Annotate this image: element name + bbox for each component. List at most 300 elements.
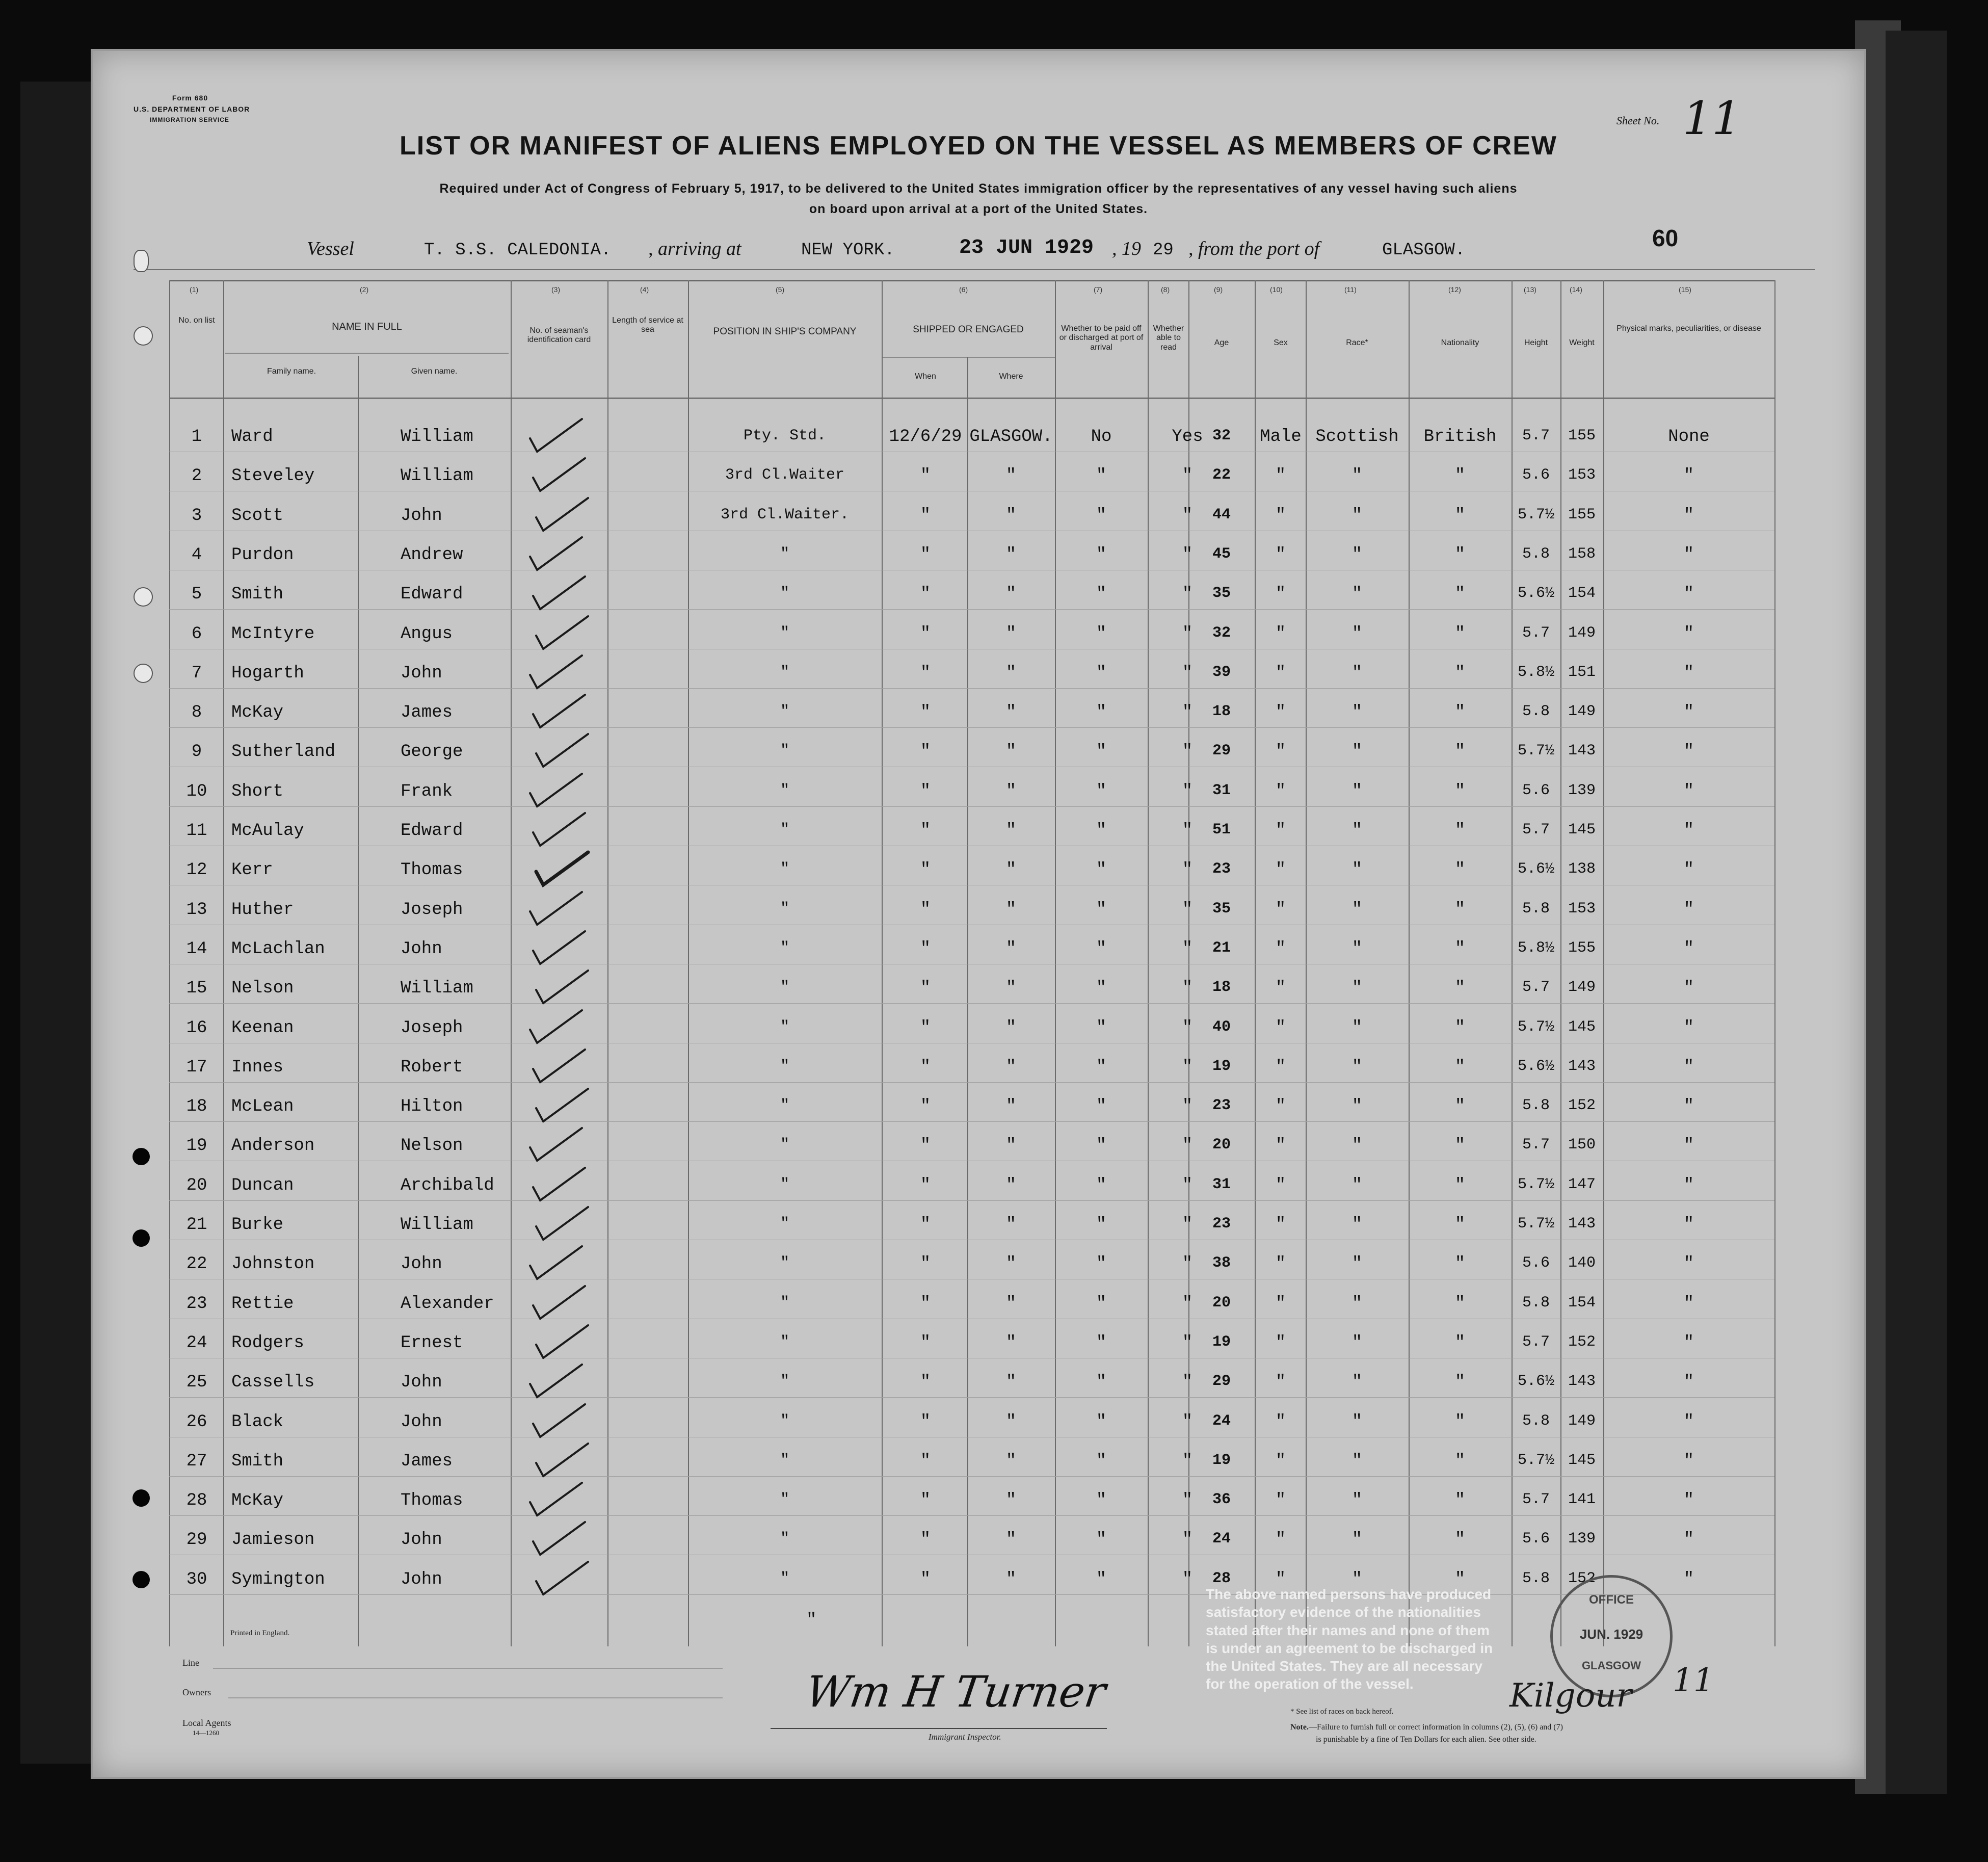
line-rule bbox=[213, 1668, 723, 1669]
checkmark-icon bbox=[529, 1519, 590, 1560]
cell-read: " bbox=[1182, 663, 1193, 683]
inspector-label: Immigrant Inspector. bbox=[929, 1732, 1001, 1742]
cell-position: " bbox=[780, 1530, 789, 1548]
cell-no: 20 bbox=[186, 1175, 207, 1195]
cell-marks: " bbox=[1683, 939, 1694, 959]
cell-height: 5.6½ bbox=[1517, 585, 1554, 602]
cell-race: " bbox=[1351, 703, 1363, 723]
sheet-label: Sheet No. bbox=[1616, 114, 1660, 127]
cell-given: John bbox=[401, 1569, 442, 1589]
cell-sex: " bbox=[1275, 585, 1286, 605]
cell-given: Edward bbox=[401, 585, 463, 605]
cell-family: Kerr bbox=[231, 860, 273, 880]
declaration-line: the United States. They are all necessary bbox=[1206, 1658, 1483, 1674]
cell-family: Smith bbox=[231, 585, 284, 605]
cell-marks: " bbox=[1683, 781, 1694, 801]
cell-height: 5.7 bbox=[1522, 1491, 1550, 1509]
cell-paid-off: " bbox=[1096, 1018, 1107, 1038]
cell-sex: " bbox=[1275, 900, 1286, 920]
cell-paid-off: " bbox=[1096, 703, 1107, 723]
cell-given: John bbox=[401, 1254, 442, 1274]
cell-position: " bbox=[780, 1057, 789, 1075]
checkmark-icon bbox=[532, 1440, 593, 1481]
cell-age: 36 bbox=[1212, 1491, 1231, 1509]
inspector-signature: Wm H Turner bbox=[803, 1667, 1109, 1717]
cell-where: " bbox=[1005, 506, 1017, 526]
owners-label: Owners bbox=[182, 1687, 211, 1697]
cell-no: 25 bbox=[186, 1373, 207, 1393]
cell-nationality: " bbox=[1454, 545, 1466, 565]
cell-paid-off: " bbox=[1096, 1175, 1107, 1195]
cell-family: Rettie bbox=[231, 1294, 294, 1314]
cell-age: 24 bbox=[1212, 1530, 1231, 1548]
cell-nationality: " bbox=[1454, 821, 1466, 841]
cell-height: 5.6 bbox=[1522, 1254, 1550, 1272]
cell-position: " bbox=[780, 545, 789, 563]
cell-family: McKay bbox=[231, 1491, 284, 1511]
col-2-number: (2) bbox=[360, 285, 369, 294]
year-value: 29 bbox=[1153, 241, 1174, 260]
col-15-number: (15) bbox=[1679, 285, 1691, 294]
cell-height: 5.8 bbox=[1522, 1569, 1550, 1587]
cell-read: " bbox=[1182, 1451, 1193, 1471]
cell-when: " bbox=[920, 1018, 931, 1038]
cell-read: " bbox=[1182, 979, 1193, 999]
col-divider bbox=[1774, 280, 1775, 1646]
cell-given: William bbox=[401, 979, 473, 999]
cell-read: " bbox=[1182, 1373, 1193, 1393]
cell-paid-off: " bbox=[1096, 1215, 1107, 1235]
punch-hole bbox=[132, 1489, 150, 1507]
cell-race: " bbox=[1351, 1412, 1363, 1432]
col-divider bbox=[967, 357, 968, 1646]
cell-no: 27 bbox=[186, 1451, 207, 1471]
col-10-number: (10) bbox=[1270, 285, 1283, 294]
cell-age: 19 bbox=[1212, 1333, 1231, 1351]
cell-race: " bbox=[1351, 1569, 1363, 1589]
cell-when: " bbox=[920, 624, 931, 644]
name-subheader-rule bbox=[225, 353, 509, 354]
cell-read: " bbox=[1182, 1175, 1193, 1195]
stamp-top-text: OFFICE bbox=[1589, 1593, 1634, 1607]
cell-no: 13 bbox=[186, 900, 207, 920]
cell-read: " bbox=[1182, 506, 1193, 526]
cell-where: GLASGOW. bbox=[969, 427, 1053, 447]
col-12-number: (12) bbox=[1448, 285, 1461, 294]
cell-marks: " bbox=[1683, 506, 1694, 526]
cell-nationality: " bbox=[1454, 979, 1466, 999]
cell-sex: " bbox=[1275, 1530, 1286, 1550]
cell-no: 28 bbox=[186, 1491, 207, 1511]
cell-paid-off: " bbox=[1096, 545, 1107, 565]
vessel-name: T. S.S. CALEDONIA. bbox=[424, 241, 612, 260]
cell-read: " bbox=[1182, 1097, 1193, 1117]
cell-family: Steveley bbox=[231, 466, 315, 486]
cell-read: " bbox=[1182, 781, 1193, 801]
cell-where: " bbox=[1005, 1136, 1017, 1156]
cell-read: Yes bbox=[1172, 427, 1203, 447]
cell-family: Symington bbox=[231, 1569, 325, 1589]
cell-where: " bbox=[1005, 1569, 1017, 1589]
note-line-2: is punishable by a fine of Ten Dollars for each alien. See other side. bbox=[1316, 1735, 1536, 1744]
cell-marks: " bbox=[1683, 545, 1694, 565]
cell-family: McLean bbox=[231, 1097, 294, 1117]
row-rule bbox=[169, 1397, 1774, 1398]
cell-weight: 143 bbox=[1568, 742, 1596, 760]
cell-race: " bbox=[1351, 1136, 1363, 1156]
cell-no: 12 bbox=[186, 860, 207, 880]
cell-nationality: " bbox=[1454, 1530, 1466, 1550]
cell-race: " bbox=[1351, 1530, 1363, 1550]
cell-race: " bbox=[1351, 1373, 1363, 1393]
table-top-rule bbox=[169, 280, 1774, 281]
cell-no: 26 bbox=[186, 1412, 207, 1432]
col-6-number: (6) bbox=[959, 285, 968, 294]
cell-marks: " bbox=[1683, 1569, 1694, 1589]
cell-paid-off: " bbox=[1096, 860, 1107, 880]
cell-nationality: " bbox=[1454, 1136, 1466, 1156]
cell-nationality: " bbox=[1454, 860, 1466, 880]
cell-age: 23 bbox=[1212, 860, 1231, 878]
cell-when: " bbox=[920, 1057, 931, 1077]
cell-read: " bbox=[1182, 821, 1193, 841]
cell-given: James bbox=[401, 1451, 453, 1471]
cell-race: " bbox=[1351, 663, 1363, 683]
cell-where: " bbox=[1005, 781, 1017, 801]
checkmark-icon bbox=[526, 1007, 587, 1048]
cell-nationality: " bbox=[1454, 939, 1466, 959]
cell-given: Thomas bbox=[401, 1491, 463, 1511]
cell-no: 1 bbox=[191, 427, 202, 447]
cell-height: 5.6½ bbox=[1517, 860, 1554, 878]
row-rule bbox=[169, 806, 1774, 807]
cell-race: " bbox=[1351, 1294, 1363, 1314]
cell-marks: " bbox=[1683, 585, 1694, 605]
checkmark-icon bbox=[532, 1559, 593, 1599]
cell-position: " bbox=[780, 1451, 789, 1469]
col-10-header: Sex bbox=[1274, 338, 1288, 347]
cell-given: Hilton bbox=[401, 1097, 463, 1117]
cell-when: " bbox=[920, 742, 931, 762]
cell-nationality: " bbox=[1454, 781, 1466, 801]
cell-when: " bbox=[920, 1530, 931, 1550]
manifest-sheet bbox=[91, 49, 1866, 1779]
col-9-number: (9) bbox=[1214, 285, 1223, 294]
cell-when: " bbox=[920, 1175, 931, 1195]
checkmark-icon bbox=[532, 849, 593, 890]
cell-given: William bbox=[401, 1215, 473, 1235]
cell-height: 5.7 bbox=[1522, 821, 1550, 838]
cell-given: Nelson bbox=[401, 1136, 463, 1156]
cell-marks: " bbox=[1683, 703, 1694, 723]
cell-when: " bbox=[920, 1215, 931, 1235]
cell-age: 29 bbox=[1212, 1373, 1231, 1391]
cell-no: 11 bbox=[186, 821, 207, 841]
cell-height: 5.6 bbox=[1522, 1530, 1550, 1548]
cell-weight: 155 bbox=[1568, 427, 1596, 444]
cell-height: 5.7½ bbox=[1517, 1451, 1554, 1469]
cell-paid-off: No bbox=[1091, 427, 1112, 447]
cell-marks: " bbox=[1683, 1491, 1694, 1511]
cell-position: " bbox=[780, 1412, 789, 1430]
printed-in: Printed in England. bbox=[230, 1629, 290, 1637]
cell-family: Innes bbox=[231, 1057, 284, 1077]
cell-read: " bbox=[1182, 860, 1193, 880]
cell-position: " bbox=[780, 821, 789, 838]
cell-no: 16 bbox=[186, 1018, 207, 1038]
cell-weight: 143 bbox=[1568, 1215, 1596, 1232]
cell-sex: " bbox=[1275, 1412, 1286, 1432]
cell-nationality: " bbox=[1454, 742, 1466, 762]
cell-nationality: " bbox=[1454, 703, 1466, 723]
cell-sex: " bbox=[1275, 466, 1286, 486]
cell-paid-off: " bbox=[1096, 979, 1107, 999]
family-name-header: Family name. bbox=[267, 367, 316, 376]
cell-where: " bbox=[1005, 1530, 1017, 1550]
checkmark-icon bbox=[532, 613, 593, 654]
row-rule bbox=[169, 1476, 1774, 1477]
cell-paid-off: " bbox=[1096, 742, 1107, 762]
cell-nationality: " bbox=[1454, 1491, 1466, 1511]
cell-paid-off: " bbox=[1096, 506, 1107, 526]
cell-race: " bbox=[1351, 1333, 1363, 1353]
cell-given: James bbox=[401, 703, 453, 723]
cell-position: " bbox=[780, 1254, 789, 1272]
cell-sex: " bbox=[1275, 821, 1286, 841]
cell-position: " bbox=[780, 703, 789, 721]
cell-paid-off: " bbox=[1096, 1254, 1107, 1274]
col-1-header: No. on list bbox=[178, 316, 215, 325]
cell-race: " bbox=[1351, 624, 1363, 644]
cell-when: " bbox=[920, 1451, 931, 1471]
row-rule bbox=[169, 1200, 1774, 1201]
cell-no: 8 bbox=[191, 703, 202, 723]
cell-nationality: " bbox=[1454, 1254, 1466, 1274]
cell-position: " bbox=[780, 663, 789, 681]
cell-family: Sutherland bbox=[231, 742, 336, 762]
owners-rule bbox=[228, 1697, 723, 1698]
cell-sex: " bbox=[1275, 1569, 1286, 1589]
cell-no: 15 bbox=[186, 979, 207, 999]
cell-race: " bbox=[1351, 466, 1363, 486]
cell-given: Thomas bbox=[401, 860, 463, 880]
cell-height: 5.7½ bbox=[1517, 1018, 1554, 1036]
col-12-header: Nationality bbox=[1441, 338, 1479, 347]
col-14-header: Weight bbox=[1569, 338, 1595, 347]
checkmark-icon bbox=[529, 1401, 590, 1442]
cell-weight: 139 bbox=[1568, 781, 1596, 799]
cell-paid-off: " bbox=[1096, 1097, 1107, 1117]
cell-position: 3rd Cl.Waiter. bbox=[720, 506, 850, 523]
cell-paid-off: " bbox=[1096, 1136, 1107, 1156]
cell-position: " bbox=[780, 742, 789, 760]
cell-weight: 145 bbox=[1568, 1018, 1596, 1036]
signature-rule bbox=[771, 1728, 1107, 1729]
cell-paid-off: " bbox=[1096, 663, 1107, 683]
cell-race: " bbox=[1351, 1175, 1363, 1195]
cell-given: Archibald bbox=[401, 1175, 494, 1195]
cell-nationality: " bbox=[1454, 585, 1466, 605]
cell-age: 19 bbox=[1212, 1057, 1231, 1075]
cell-nationality: " bbox=[1454, 466, 1466, 486]
cell-weight: 149 bbox=[1568, 1412, 1596, 1430]
cell-paid-off: " bbox=[1096, 1373, 1107, 1393]
cell-age: 22 bbox=[1212, 466, 1231, 484]
cell-marks: " bbox=[1683, 1294, 1694, 1314]
subtitle-line-1: Required under Act of Congress of February 5, 1917, to be delivered to the United States immigration officer by the representatives of any vessel having such aliens bbox=[439, 181, 1518, 196]
cell-race: " bbox=[1351, 585, 1363, 605]
cell-race: " bbox=[1351, 1215, 1363, 1235]
cell-weight: 145 bbox=[1568, 821, 1596, 838]
checkmark-icon bbox=[529, 810, 590, 851]
cell-family: Cassells bbox=[231, 1373, 315, 1393]
cell-age: 21 bbox=[1212, 939, 1231, 957]
cell-sex: " bbox=[1275, 939, 1286, 959]
service-label: IMMIGRATION SERVICE bbox=[150, 116, 229, 123]
cell-given: William bbox=[401, 466, 473, 486]
cell-age: 32 bbox=[1212, 624, 1231, 642]
cell-read: " bbox=[1182, 1018, 1193, 1038]
cell-where: " bbox=[1005, 860, 1017, 880]
cell-sex: " bbox=[1275, 1136, 1286, 1156]
cell-height: 5.8½ bbox=[1517, 663, 1554, 681]
cell-when: " bbox=[920, 821, 931, 841]
checkmark-icon bbox=[532, 1322, 593, 1363]
checkmark-icon bbox=[532, 1086, 593, 1126]
cell-paid-off: " bbox=[1096, 1530, 1107, 1550]
checkmark-icon bbox=[529, 1283, 590, 1324]
cell-paid-off: " bbox=[1096, 1491, 1107, 1511]
cell-when: " bbox=[920, 1254, 931, 1274]
cell-family: Scott bbox=[231, 506, 284, 526]
cell-paid-off: " bbox=[1096, 939, 1107, 959]
margin-number: 60 bbox=[1652, 225, 1679, 251]
cell-where: " bbox=[1005, 1057, 1017, 1077]
row-rule bbox=[169, 727, 1774, 728]
cell-paid-off: " bbox=[1096, 1333, 1107, 1353]
from-port-label: , from the port of bbox=[1188, 238, 1320, 259]
col-7-number: (7) bbox=[1094, 285, 1103, 294]
cell-weight: 154 bbox=[1568, 1294, 1596, 1312]
cell-height: 5.7½ bbox=[1517, 506, 1554, 523]
col-11-header: Race* bbox=[1346, 338, 1368, 347]
year-prefix: , 19 bbox=[1112, 238, 1141, 259]
cell-marks: " bbox=[1683, 1175, 1694, 1195]
cell-when: " bbox=[920, 545, 931, 565]
checkmark-icon bbox=[529, 573, 590, 614]
cell-nationality: " bbox=[1454, 1451, 1466, 1471]
cell-where: " bbox=[1005, 545, 1017, 565]
cell-given: Joseph bbox=[401, 900, 463, 920]
cell-sex: " bbox=[1275, 781, 1286, 801]
cell-nationality: " bbox=[1454, 1018, 1466, 1038]
cell-given: Edward bbox=[401, 821, 463, 841]
cell-paid-off: " bbox=[1096, 821, 1107, 841]
cell-given: John bbox=[401, 663, 442, 683]
cell-marks: " bbox=[1683, 1018, 1694, 1038]
cell-nationality: " bbox=[1454, 506, 1466, 526]
cell-age: 18 bbox=[1212, 703, 1231, 721]
cell-age: 31 bbox=[1212, 1175, 1231, 1193]
binding-edge bbox=[20, 82, 92, 1764]
cell-race: Scottish bbox=[1315, 427, 1399, 447]
cell-when: " bbox=[920, 1373, 931, 1393]
cell-given: Frank bbox=[401, 781, 453, 801]
cell-nationality: " bbox=[1454, 900, 1466, 920]
cell-when: " bbox=[920, 1412, 931, 1432]
cell-marks: " bbox=[1683, 900, 1694, 920]
cell-marks: " bbox=[1683, 624, 1694, 644]
cell-family: Huther bbox=[231, 900, 294, 920]
checkmark-icon bbox=[526, 1361, 587, 1402]
cell-marks: None bbox=[1668, 427, 1710, 447]
cell-weight: 152 bbox=[1568, 1569, 1596, 1587]
cell-age: 44 bbox=[1212, 506, 1231, 523]
cell-sex: " bbox=[1275, 624, 1286, 644]
cell-height: 5.6½ bbox=[1517, 1373, 1554, 1391]
punch-hole bbox=[132, 1229, 150, 1247]
subtitle-line-2: on board upon arrival at a port of the United States. bbox=[809, 202, 1148, 216]
cell-family: McKay bbox=[231, 703, 284, 723]
col-15-header: Physical marks, peculiarities, or disease bbox=[1616, 324, 1761, 333]
col-6-header: SHIPPED OR ENGAGED bbox=[913, 324, 1024, 335]
cell-family: Anderson bbox=[231, 1136, 315, 1156]
cell-sex: " bbox=[1275, 1254, 1286, 1274]
cell-weight: 149 bbox=[1568, 624, 1596, 642]
checkmark-icon bbox=[532, 495, 593, 536]
cell-given: John bbox=[401, 1530, 442, 1550]
cell-height: 5.8 bbox=[1522, 1294, 1550, 1312]
cell-sex: " bbox=[1275, 1373, 1286, 1393]
cell-read: " bbox=[1182, 466, 1193, 486]
cell-nationality: " bbox=[1454, 1294, 1466, 1314]
col-8-number: (8) bbox=[1161, 285, 1170, 294]
checkmark-icon bbox=[529, 692, 590, 732]
cell-race: " bbox=[1351, 1254, 1363, 1274]
cell-when: " bbox=[920, 979, 931, 999]
cell-nationality: " bbox=[1454, 1569, 1466, 1589]
col-9-header: Age bbox=[1214, 338, 1229, 347]
cell-read: " bbox=[1182, 703, 1193, 723]
cell-age: 23 bbox=[1212, 1097, 1231, 1115]
declaration-stamp bbox=[1206, 1585, 1532, 1692]
checkmark-icon bbox=[529, 455, 590, 496]
cell-where: " bbox=[1005, 1215, 1017, 1235]
declaration-line: The above named persons have produced bbox=[1206, 1586, 1492, 1602]
cell-no: 22 bbox=[186, 1254, 207, 1274]
cell-nationality: " bbox=[1454, 1175, 1466, 1195]
stamp-date-text: JUN. 1929 bbox=[1579, 1627, 1644, 1642]
cell-read: " bbox=[1182, 1136, 1193, 1156]
cell-race: " bbox=[1351, 1097, 1363, 1117]
cell-position: " bbox=[780, 1175, 789, 1193]
cell-age: 28 bbox=[1212, 1569, 1231, 1587]
checkmark-icon bbox=[526, 652, 587, 693]
cell-paid-off: " bbox=[1096, 781, 1107, 801]
cell-read: " bbox=[1182, 742, 1193, 762]
page-title: LIST OR MANIFEST OF ALIENS EMPLOYED ON THE VESSEL AS MEMBERS OF CREW bbox=[400, 131, 1557, 161]
cell-given: Andrew bbox=[401, 545, 463, 565]
cell-weight: 152 bbox=[1568, 1333, 1596, 1351]
cell-height: 5.8 bbox=[1522, 545, 1550, 563]
cell-sex: " bbox=[1275, 1097, 1286, 1117]
cell-sex: " bbox=[1275, 703, 1286, 723]
cell-read: " bbox=[1182, 900, 1193, 920]
cell-weight: 140 bbox=[1568, 1254, 1596, 1272]
checkmark-icon bbox=[532, 731, 593, 772]
cell-where: " bbox=[1005, 1294, 1017, 1314]
vessel-line-rule bbox=[134, 269, 1815, 270]
